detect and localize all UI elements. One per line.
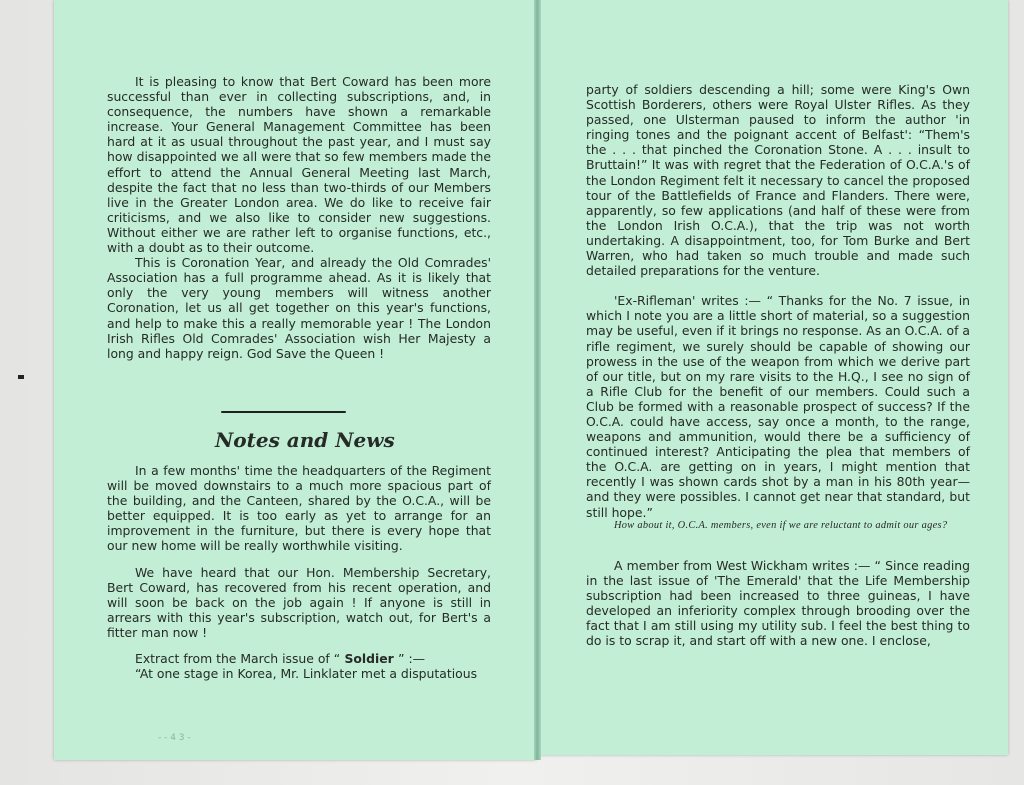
intro-paragraph-coronation: This is Coronation Year, and already the Old Comrades' Association has a full programme ahead. As it is likely that only the very young members will witness another Coronation, let us all get together on this year's functions, and help to make this a really memorable year ! The London Irish Rifles Old Comrades' Association wish Her Majesty a long and happy reign. God Save the Queen ! bbox=[107, 255, 491, 361]
left-intro-text bbox=[107, 74, 491, 361]
section-heading: Notes and News bbox=[215, 428, 395, 452]
quote-start: “At one stage in Korea, Mr. Linklater met a disputatious bbox=[135, 666, 478, 682]
intro-paragraph-subscriptions: It is pleasing to know that Bert Coward has been more successful than ever in collecting subscriptions, and, in consequence, the numbers have shown a remarkable increase. Your General Management Committee has been hard at it as usual throughout the past year, and I must say how disappointed we all were that so few members made the effort to attend the Annual General Meeting last March, despite the fact that no less than two-thirds of our Members live in the Greater London area. We do like to receive fair criticisms, and we also like to consider new suggestions. Without either we are rather left to organise functions, etc., with a doubt as to their outcome. bbox=[107, 74, 491, 256]
ex-rifleman-letter: 'Ex-Rifleman' writes :— “ Thanks for the No. 7 issue, in which I note you are a little short of material, so a suggestion may be useful, even if it brings no response. As an O.C.A. of a rifle regiment, we surely should be capable of showing our prowess in the use of the weapon from which we derive part of our title, but on my rare visits to the H.Q., I see no sign of a Rifle Club for the benefit of our members. Could such a Club be formed with a reasonable prospect of success? If the O.C.A. could have access, say once a month, to the range, weapons and ammunition, would there be a sufficiency of continued interest? Anticipating the plea that members of the O.C.A. are getting on in years, I might mention that recently I was shown cards shot by a man in his 80th year—and they were possibles. I cannot get near that standard, but still hope.” bbox=[586, 293, 970, 520]
extract-prefix: Extract from the March issue of “ bbox=[135, 651, 341, 667]
extract-source: Soldier bbox=[340, 651, 399, 667]
editor-note: How about it, O.C.A. members, even if we are reluctant to admit our ages? bbox=[614, 519, 948, 531]
extract-intro bbox=[107, 651, 491, 666]
right-text bbox=[586, 82, 970, 648]
left-news-text bbox=[107, 463, 491, 681]
scan-edge-mark bbox=[18, 375, 24, 379]
news-paragraph-headquarters: In a few months' time the headquarters of the Regiment will be moved downstairs to a much more spacious part of the building, and the Canteen, shared by the O.C.A., will be better equipped. It is too early as yet to arrange for an improvement in the furniture, but there is every hope that our new home will be really worthwhile visiting. bbox=[107, 463, 491, 554]
section-divider bbox=[221, 411, 346, 413]
book-gutter bbox=[534, 0, 541, 760]
extract-suffix: ” :— bbox=[398, 651, 426, 667]
linklater-paragraph: party of soldiers descending a hill; some were King's Own Scottish Borderers, others were Royal Ulster Rifles. As they passed, one Ulsterman paused to inform the author 'in ringing tones and the poignant accent of Belfast': “Them's the . . . that pinched the Coronation Stone. A . . . insult to Bruttain!” It was with regret that the Federation of O.C.A.'s of the London Regiment felt it necessary to cancel the proposed tour of the Battlefields of France and Flanders. There were, apparently, so few applications (and half of these were from the London Irish O.C.A.), that the trip was not worth undertaking. A disappointment, too, for Tom Burke and Bert Warren, who had taken so much trouble and made such detailed preparations for the venture. bbox=[586, 82, 970, 279]
west-wickham-letter: A member from West Wickham writes :— “ Since reading in the last issue of 'The Emerald' that the Life Membership subscription had been increased to three guineas, I have developed an inferiority complex through brooding over the fact that I am still using my utility sub. I feel the best thing to do is to scrap it, and start off with a new one. I enclose, bbox=[586, 557, 970, 649]
pencil-mark: - - 4 3 - bbox=[158, 733, 191, 743]
news-paragraph-membership-secretary: We have heard that our Hon. Membership Secretary, Bert Coward, has recovered from his recent operation, and will soon be back on the job again ! If anyone is still in arrears with this year's subscription, watch out, for Bert's a fitter man now ! bbox=[107, 564, 491, 640]
